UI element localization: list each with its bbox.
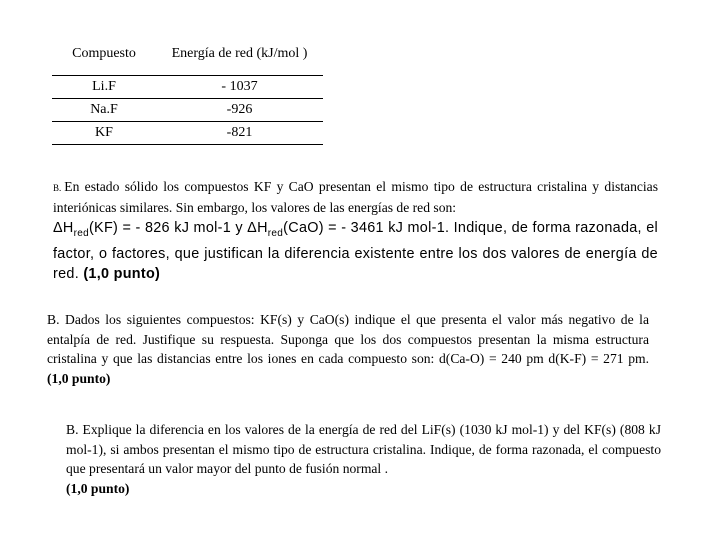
table-row [52, 122, 323, 145]
cell-energy: -821 [156, 122, 323, 145]
equation-part-kf: (KF) = - 826 kJ mol-1 y ΔH [88, 220, 268, 236]
question-2 [47, 310, 649, 388]
question-letter: B. [53, 183, 62, 193]
table-header-row [52, 31, 323, 76]
cell-energy: -926 [156, 99, 323, 122]
question-2-text: B. Dados los siguientes compuestos: KF(s) y CaO(s) indique el que presenta el valor más negativo de la entalpía de red. Justifique su respuesta. Suponga que los dos compuestos presentan la misma estructura cristalina y que las distancias entre los iones en cada compuesto son: d(Ca-O) = 240 pm d(K-F) = 271 pm. [47, 312, 649, 366]
table-row [52, 76, 323, 99]
question-1 [53, 177, 658, 284]
red-subscript: red [267, 227, 284, 239]
question-3-text: B. Explique la diferencia en los valores de la energía de red del LiF(s) (1030 kJ mol-1) y del KF(s) (808 kJ mol-1), si ambos presentan el mismo tipo de estructura cristalina. Indique, de forma razonada, el compuesto que presentará un valor mayor del punto de fusión normal . [66, 422, 661, 476]
header-compound: Compuesto [52, 31, 156, 76]
question-1-points: (1,0 punto) [83, 265, 161, 282]
lattice-energy-table [52, 31, 323, 145]
question-3 [66, 420, 661, 498]
delta-h-symbol: ΔH [53, 220, 74, 236]
cell-compound: KF [52, 122, 156, 145]
red-subscript: red [73, 227, 89, 239]
equation-part-cao: (CaO) = - 3461 kJ mol-1. Indique, de forma razonada, el factor, o factores, que justifican la diferencia existente entre los dos valores de energía de red. [53, 220, 658, 282]
cell-compound: Li.F [52, 76, 156, 99]
table-row [52, 99, 323, 122]
question-3-points: (1,0 punto) [66, 480, 130, 496]
question-2-points: (1,0 punto) [47, 370, 111, 386]
cell-energy: - 1037 [156, 76, 323, 99]
question-1-equation [53, 220, 658, 282]
cell-compound: Na.F [52, 99, 156, 122]
question-1-text: En estado sólido los compuestos KF y CaO presentan el mismo tipo de estructura cristalina y distancias interiónicas similares. Sin embargo, los valores de las energías de red son: [53, 179, 658, 215]
header-energy: Energía de red (kJ/mol ) [156, 31, 323, 76]
